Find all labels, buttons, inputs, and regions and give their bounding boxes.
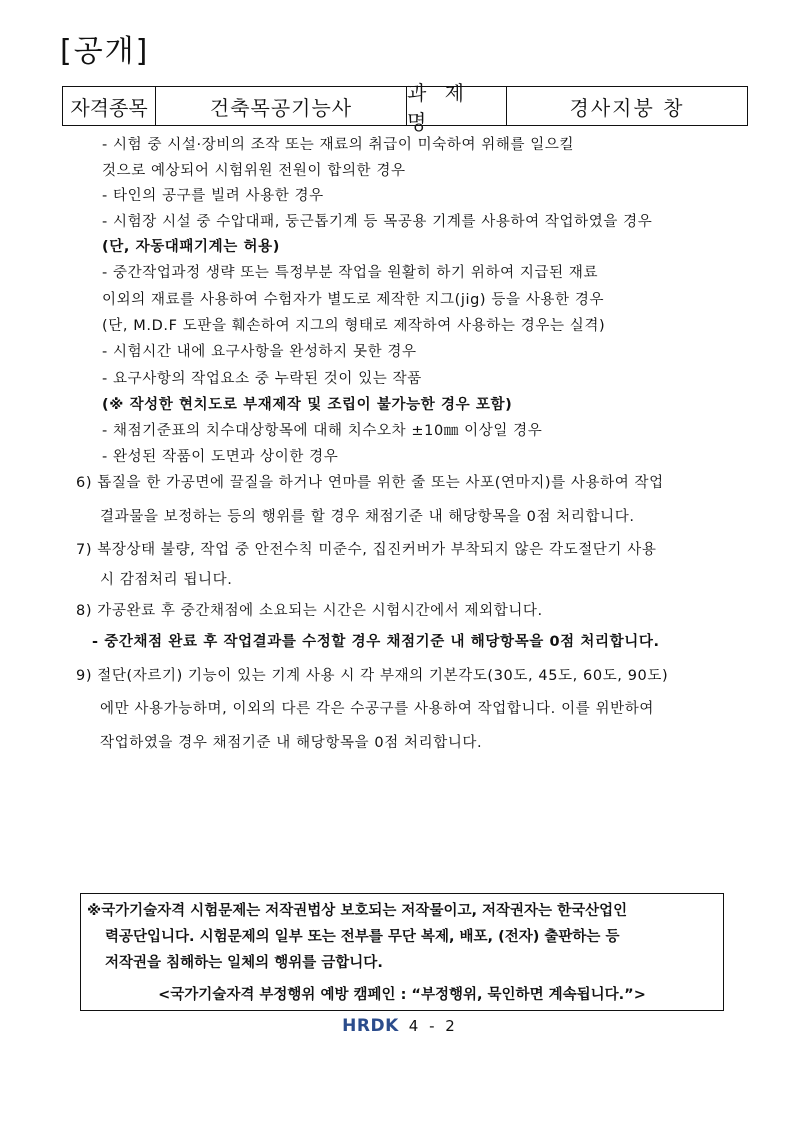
instruction-item: 9) 절단(자르기) 기능이 있는 기계 사용 시 각 부재의 기본각도(30도, 45도, 60도, 90도)	[76, 668, 669, 684]
disqualification-line: 이외의 재료를 사용하여 수험자가 별도로 제작한 지그(jig) 등을 사용한 경우	[102, 292, 605, 308]
disqualification-line: - 중간작업과정 생략 또는 특정부분 작업을 원활히 하기 위하여 지급된 재료	[102, 265, 599, 281]
hrdk-logo: HRDK	[342, 1016, 399, 1036]
instruction-item: 결과물을 보정하는 등의 행위를 할 경우 채점기준 내 해당항목을 0점 처리합니다.	[100, 509, 635, 525]
instruction-item: 시 감점처리 됩니다.	[100, 572, 233, 588]
instruction-item: 7) 복장상태 불량, 작업 중 안전수칙 미준수, 집진커버가 부착되지 않은 각도절단기 사용	[76, 542, 657, 558]
disqualification-line: - 요구사항의 작업요소 중 누락된 것이 있는 작품	[102, 371, 422, 387]
instruction-item: 8) 가공완료 후 중간채점에 소요되는 시간은 시험시간에서 제외합니다.	[76, 603, 543, 619]
classification-stamp: [공개]	[60, 34, 150, 69]
copyright-notice-box	[80, 893, 724, 1011]
task-label: 과 제 명	[406, 87, 506, 125]
disqualification-line: - 시험시간 내에 요구사항을 완성하지 못한 경우	[102, 344, 417, 360]
notice-line: ※국가기술자격 시험문제는 저작권법상 보호되는 저작물이고, 저작권자는 한국산업인	[87, 903, 628, 919]
subject-label: 자격종목	[70, 95, 148, 120]
instruction-item: 6) 톱질을 한 가공면에 끌질을 하거나 연마를 위한 줄 또는 사포(연마지)를 사용하여 작업	[76, 475, 664, 491]
subject-value: 건축목공기능사	[155, 87, 406, 125]
instruction-item: - 중간채점 완료 후 작업결과를 수정할 경우 채점기준 내 해당항목을 0점 처리합니다.	[92, 634, 660, 650]
disqualification-line: - 시험 중 시설·장비의 조작 또는 재료의 취급이 미숙하여 위해를 일으킬	[102, 137, 575, 153]
instruction-item: 에만 사용가능하며, 이외의 다른 각은 수공구를 사용하여 작업합니다. 이를 위반하여	[100, 701, 654, 717]
disqualification-line: (단, 자동대패기계는 허용)	[102, 239, 280, 255]
notice-line: 력공단입니다. 시험문제의 일부 또는 전부를 무단 복제, 배포, (전자) 출판하는 등	[105, 929, 620, 945]
disqualification-line: - 시험장 시설 중 수압대패, 둥근톱기계 등 목공용 기계를 사용하여 작업하였을 경우	[102, 214, 653, 230]
page-footer	[0, 1016, 800, 1036]
disqualification-line: (※ 작성한 현치도로 부재제작 및 조립이 불가능한 경우 포함)	[102, 397, 513, 413]
disqualification-line: - 완성된 작품이 도면과 상이한 경우	[102, 449, 339, 465]
instruction-item: 작업하였을 경우 채점기준 내 해당항목을 0점 처리합니다.	[100, 735, 483, 751]
disqualification-line: - 타인의 공구를 빌려 사용한 경우	[102, 188, 324, 204]
campaign-slogan: <국가기술자격 부정행위 예방 캠페인 : “부정행위, 묵인하면 계속됩니다.”>	[158, 987, 646, 1003]
disqualification-line: - 채점기준표의 치수대상항목에 대해 치수오차 ±10㎜ 이상일 경우	[102, 423, 543, 439]
notice-line: 저작권을 침해하는 일체의 행위를 금합니다.	[105, 955, 383, 971]
task-value: 경사지붕 창	[506, 87, 747, 125]
page-number: 4 - 2	[408, 1017, 458, 1035]
disqualification-line: (단, M.D.F 도판을 훼손하여 지그의 형태로 제작하여 사용하는 경우는 실격)	[102, 318, 606, 334]
exam-info-table	[62, 81, 748, 134]
disqualification-line: 것으로 예상되어 시험위원 전원이 합의한 경우	[102, 163, 406, 179]
